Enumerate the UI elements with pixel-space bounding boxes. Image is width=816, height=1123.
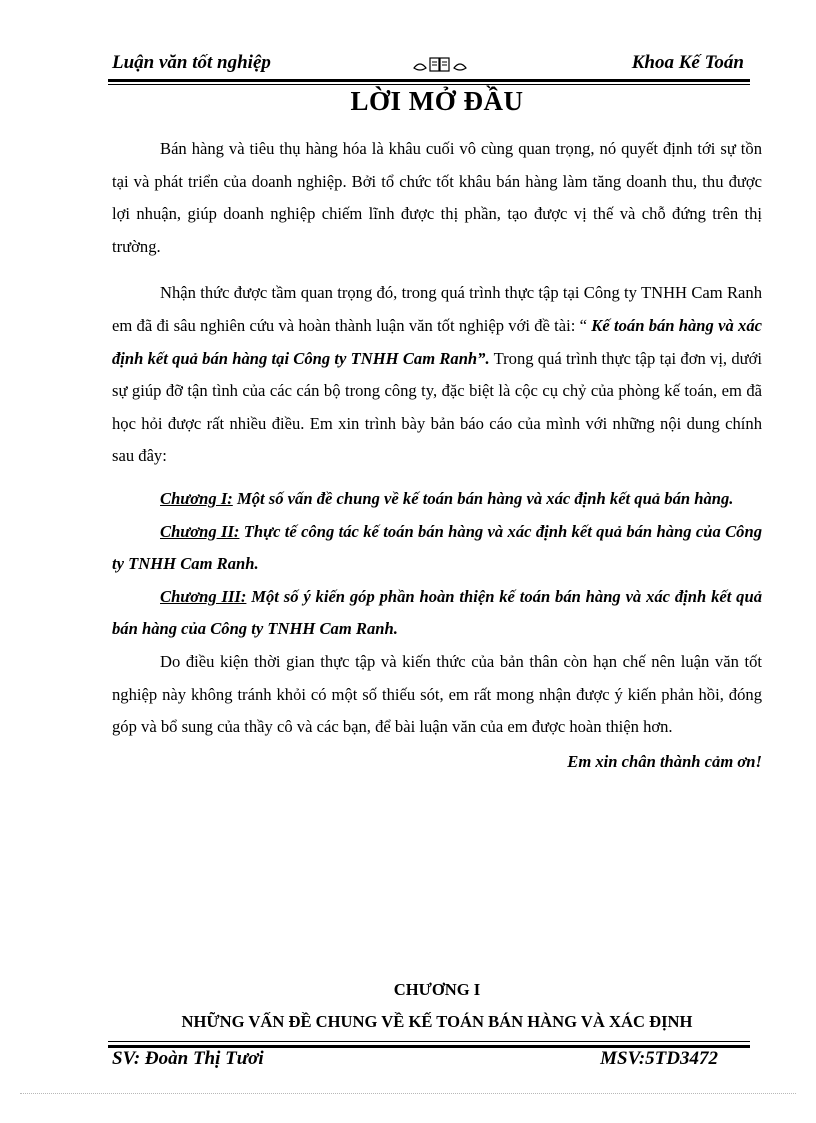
chapter-label: Chương II: [160, 521, 240, 541]
chapter-item [112, 581, 762, 646]
page-header [112, 52, 744, 80]
header-rule-thick [108, 79, 750, 82]
footer-student-id: MSV:5TD3472 [600, 1048, 718, 1069]
chapter-item [112, 483, 762, 516]
chapter-item [112, 516, 762, 581]
page-bottom-dotted-divider [20, 1093, 796, 1094]
paragraph-context [112, 277, 762, 473]
chapter-heading-title: CHƯƠNG I [393, 980, 481, 999]
paragraph-context-end: Trong quá trình thực tập tại đơn vị, dưới sự giúp đỡ tận tình của các cán bộ trong công ty, đặc biệt là cộc cụ chỷ của phòng kế toán, em đã học hỏi được rất nhiều điều. Em xin trình bày bản báo cáo của mình với những nội dung chính sau đây: [112, 348, 762, 466]
chapter-text: Một số ý kiến góp phần hoàn thiện kế toán bán hàng và xác định kết quả bán hàng của Công ty TNHH Cam Ranh. [112, 586, 762, 639]
thanks-line: Em xin chân thành cảm ơn! [567, 751, 762, 771]
paragraph-intro: Bán hàng và tiêu thụ hàng hóa là khâu cuối vô cùng quan trọng, nó quyết định tới sự tồn tại và phát triển của doanh nghiệp. Bởi tổ chức tốt khâu bán hàng làm tăng doanh thu, thu được lợi nhuận, giúp doanh nghiệp chiếm lĩnh được thị phần, tạo được vị thế và chỗ đứng trên thị trường. [112, 139, 762, 256]
chapter-text: Thực tế công tác kế toán bán hàng và xác định kết quả bán hàng của Công ty TNHH Cam Ranh. [112, 521, 762, 574]
chapter-label: Chương III: [160, 586, 247, 606]
chapter-text: Một số vấn đề chung về kế toán bán hàng và xác định kết quả bán hàng. [232, 488, 734, 508]
chapter-label: Chương I: [160, 488, 233, 508]
footer-rule-thin [108, 1041, 750, 1042]
header-left-text: Luận văn tốt nghiệp [112, 52, 271, 73]
chapter-heading-subtitle: NHỮNG VẤN ĐỀ CHUNG VỀ KẾ TOÁN BÁN HÀNG VÀ XÁC ĐỊNH [181, 1012, 693, 1031]
body-text [112, 133, 762, 778]
thesis-topic: Kế toán bán hàng và xác định kết quả bán hàng tại Công ty TNHH Cam Ranh”. [112, 315, 762, 368]
footer-student-name: SV: Đoàn Thị Tươi [112, 1048, 264, 1069]
header-rule-thin [108, 84, 750, 85]
page-footer [112, 1048, 718, 1076]
book-ornament-icon [410, 54, 470, 76]
paragraph-context-start: Nhận thức được tầm quan trọng đó, trong quá trình thực tập tại Công ty TNHH Cam Ranh em đã đi sâu nghiên cứu và hoàn thành luận văn tốt nghiệp với đề tài: “ [112, 283, 762, 335]
header-right-text: Khoa Kế Toán [631, 52, 744, 73]
page-title: LỜI MỞ ĐẦU [350, 86, 524, 116]
paragraph-closing: Do điều kiện thời gian thực tập và kiến thức của bản thân còn hạn chế nên luận văn tốt nghiệp này không tránh khỏi có một số thiếu sót, em rất mong nhận được ý kiến phản hồi, đóng góp và bổ sung của thầy cô và các bạn, để bài luận văn của em được hoàn thiện hơn. [112, 651, 762, 737]
